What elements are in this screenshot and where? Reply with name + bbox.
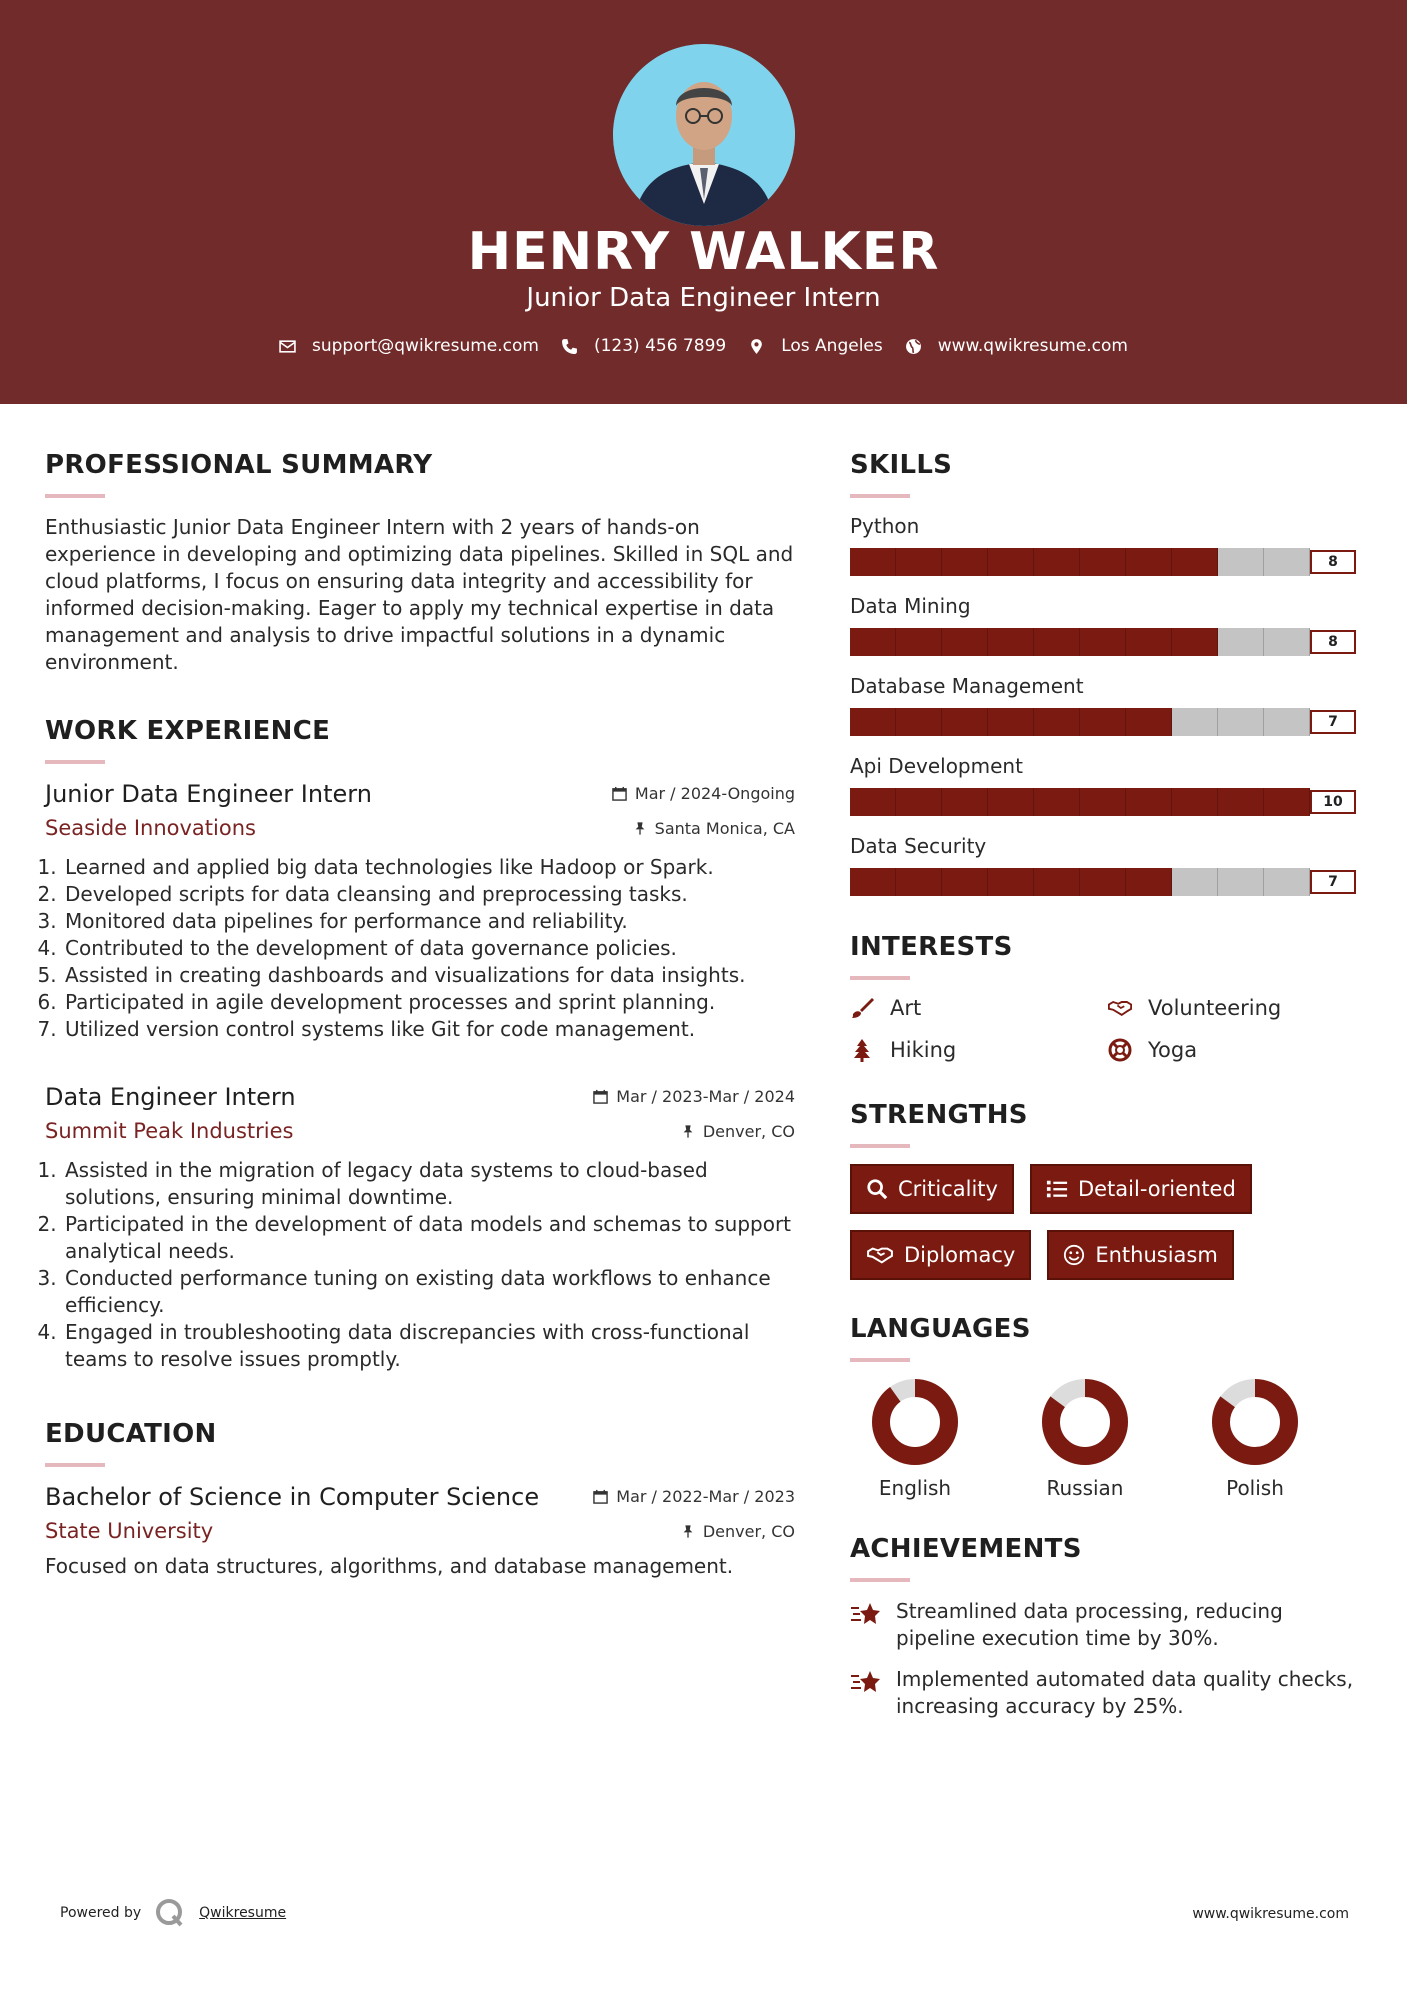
summary-text: Enthusiastic Junior Data Engineer Intern with 2 years of hands-on experience in developing and optimizing data pipelines. Skilled in SQL and cloud platforms, I focus on ensuring data integrity and accessibility for informed decision-making. Eager to apply my technical expertise in data management and analysis to drive impactful solutions in a dynamic environment. [45, 515, 794, 674]
list-item: 6. Participated in agile development processes and sprint planning. [63, 989, 795, 1016]
language-name: Russian [1046, 1476, 1124, 1500]
skill-name: Data Mining [850, 594, 971, 618]
section-title: ACHIEVEMENTS [850, 1534, 1082, 1564]
skill-bar-segment [1218, 788, 1264, 816]
interest-item [850, 1038, 1108, 1062]
skill-bar-segment [1080, 548, 1126, 576]
shooting-star-icon [850, 1668, 882, 1696]
shooting-star-icon [850, 1600, 882, 1628]
list-item: 3. Monitored data pipelines for performance and reliability. [63, 908, 795, 935]
strengths-section [850, 1100, 1365, 1280]
interest-label: Volunteering [1148, 996, 1282, 1020]
job-date-text: Mar / 2024-Ongoing [634, 784, 795, 803]
skill-name: Python [850, 514, 920, 538]
strength-label: Enthusiasm [1095, 1243, 1218, 1267]
skill-bar-segment [988, 868, 1034, 896]
skill-bar-segment [1264, 548, 1310, 576]
footer-powered-by [60, 1898, 286, 1928]
skill-name: Database Management [850, 674, 1084, 698]
skill-bar-segment [1264, 868, 1310, 896]
skill-bar-segment [1034, 708, 1080, 736]
language-item [1200, 1378, 1310, 1500]
interest-label: Yoga [1148, 1038, 1198, 1062]
skill-bar-segment [1172, 548, 1218, 576]
language-name: English [878, 1476, 952, 1500]
profile-photo [613, 44, 795, 226]
skill-bar-segment [942, 708, 988, 736]
list-item: 4. Engaged in troubleshooting data discrepancies with cross-functional teams to resolve issues promptly. [63, 1319, 795, 1373]
strength-chip [1030, 1164, 1252, 1214]
skill-bar [850, 548, 1310, 576]
languages-section [850, 1314, 1365, 1500]
degree-title: Bachelor of Science in Computer Science [45, 1483, 540, 1511]
skill-bar-segment [850, 788, 896, 816]
section-title: STRENGTHS [850, 1100, 1028, 1130]
skills-section [850, 450, 1365, 896]
list-item: 1. Learned and applied big data technologies like Hadoop or Spark. [63, 854, 795, 881]
skill-bar-segment [1034, 788, 1080, 816]
language-level-donut [1211, 1378, 1299, 1466]
section-divider [45, 494, 105, 498]
handshake-icon [866, 1244, 894, 1266]
section-divider [850, 1578, 910, 1582]
map-pin-icon [748, 338, 765, 355]
pushpin-icon [633, 821, 647, 836]
skill-item [850, 674, 1365, 736]
job-company: Seaside Innovations [45, 816, 256, 840]
paintbrush-icon [850, 996, 874, 1020]
language-level-donut [871, 1378, 959, 1466]
skill-bar-segment [1034, 628, 1080, 656]
achievement-text: Implemented automated data quality checks, increasing accuracy by 25%. [896, 1667, 1354, 1718]
contact-website[interactable] [905, 336, 1128, 356]
job-entry [45, 780, 795, 1043]
school-name: State University [45, 1519, 214, 1543]
skill-bar-segment [896, 708, 942, 736]
section-divider [850, 1144, 910, 1148]
skill-bar-segment [1080, 628, 1126, 656]
section-title: SKILLS [850, 450, 953, 480]
skill-bar-segment [1080, 788, 1126, 816]
skill-bar-segment [942, 628, 988, 656]
qwikresume-logo-icon [155, 1898, 185, 1928]
smile-icon [1063, 1244, 1085, 1266]
skill-score: 7 [1310, 870, 1356, 894]
pushpin-icon [681, 1124, 695, 1139]
globe-icon [905, 338, 922, 355]
list-item: 3. Conducted performance tuning on existing data workflows to enhance efficiency. [63, 1265, 795, 1319]
skill-bar [850, 708, 1310, 736]
skill-bar-segment [1126, 788, 1172, 816]
achievement-text: Streamlined data processing, reducing pipeline execution time by 30%. [896, 1599, 1283, 1650]
skill-bar-segment [1218, 708, 1264, 736]
section-title: WORK EXPERIENCE [45, 716, 331, 746]
skill-bar-segment [1172, 868, 1218, 896]
section-divider [850, 976, 910, 980]
skill-bar-segment [1264, 628, 1310, 656]
skill-bar-segment [896, 628, 942, 656]
job-location-text: Denver, CO [702, 1121, 795, 1141]
skill-bar [850, 868, 1310, 896]
achievement-item [850, 1598, 1365, 1652]
job-date-text: Mar / 2023-Mar / 2024 [616, 1087, 795, 1106]
skill-bar-segment [1172, 628, 1218, 656]
lifebuoy-icon [1108, 1038, 1132, 1062]
skill-bar-segment [1264, 708, 1310, 736]
phone-text: (123) 456 7899 [593, 336, 727, 356]
skill-bar-segment [1218, 868, 1264, 896]
candidate-name: HENRY WALKER [467, 222, 940, 282]
education-description: Focused on data structures, algorithms, and database management. [45, 1554, 734, 1578]
skill-bar-segment [1264, 788, 1310, 816]
skill-bar-segment [1080, 708, 1126, 736]
language-name: Polish [1226, 1476, 1284, 1500]
skill-score: 10 [1310, 790, 1356, 814]
skill-score: 8 [1310, 630, 1356, 654]
strength-label: Detail-oriented [1077, 1177, 1236, 1201]
list-item: 2. Participated in the development of data models and schemas to support analytical needs. [63, 1211, 795, 1265]
list-icon [1046, 1178, 1068, 1200]
pushpin-icon [681, 1524, 695, 1539]
list-item: 2. Developed scripts for data cleansing and preprocessing tasks. [63, 881, 795, 908]
job-responsibilities [45, 1157, 795, 1373]
section-title: LANGUAGES [850, 1314, 1031, 1344]
skill-bar-segment [1034, 548, 1080, 576]
skill-name: Api Development [850, 754, 1023, 778]
job-location [633, 819, 795, 838]
skills-list [850, 514, 1365, 896]
skill-bar-segment [1172, 788, 1218, 816]
interest-label: Hiking [890, 1038, 957, 1062]
section-title: EDUCATION [45, 1419, 217, 1449]
education-section [45, 1419, 795, 1580]
job-location-text: Santa Monica, CA [654, 818, 795, 838]
skill-bar-segment [896, 548, 942, 576]
experience-section [45, 716, 795, 1373]
location-text: Los Angeles [781, 336, 883, 356]
education-date [593, 1487, 795, 1506]
tree-icon [850, 1038, 874, 1062]
strength-chip [1047, 1230, 1233, 1280]
job-title: Data Engineer Intern [45, 1083, 296, 1111]
skill-bar-segment [1172, 708, 1218, 736]
calendar-icon [593, 1089, 608, 1104]
skill-bar-segment [1080, 868, 1126, 896]
skill-bar-segment [1218, 628, 1264, 656]
list-item: 7. Utilized version control systems like Git for code management. [63, 1016, 795, 1043]
job-location [681, 1122, 795, 1141]
section-divider [45, 1463, 105, 1467]
candidate-role: Junior Data Engineer Intern [526, 283, 881, 313]
contact-email[interactable] [279, 336, 539, 356]
section-divider [45, 760, 105, 764]
skill-bar-segment [1218, 548, 1264, 576]
skill-bar-segment [850, 708, 896, 736]
interests-section [850, 932, 1365, 1062]
skill-name: Data Security [850, 834, 987, 858]
strength-label: Criticality [898, 1177, 998, 1201]
left-column [45, 450, 795, 1580]
calendar-icon [593, 1489, 608, 1504]
skill-bar-segment [988, 628, 1034, 656]
job-company: Summit Peak Industries [45, 1119, 294, 1143]
summary-section [45, 450, 795, 676]
achievement-item [850, 1666, 1365, 1720]
education-location-text: Denver, CO [702, 1521, 795, 1541]
skill-bar-segment [988, 548, 1034, 576]
skill-bar-segment [942, 788, 988, 816]
section-title: PROFESSIONAL SUMMARY [45, 450, 433, 480]
skill-bar-segment [896, 868, 942, 896]
strength-chip [850, 1164, 1014, 1214]
language-item [1030, 1378, 1140, 1500]
handshake-icon [1108, 996, 1132, 1020]
list-item: 1. Assisted in the migration of legacy data systems to cloud-based solutions, ensuring minimal downtime. [63, 1157, 795, 1211]
phone-icon [561, 338, 578, 355]
education-date-text: Mar / 2022-Mar / 2023 [616, 1487, 795, 1506]
job-date [593, 1087, 795, 1106]
skill-item [850, 834, 1365, 896]
right-column [850, 450, 1365, 1734]
search-icon [866, 1178, 888, 1200]
envelope-icon [279, 338, 296, 355]
website-text: www.qwikresume.com [937, 336, 1128, 356]
skill-bar-segment [942, 548, 988, 576]
skill-item [850, 514, 1365, 576]
interest-label: Art [890, 996, 922, 1020]
interest-item [850, 996, 1108, 1020]
donut-fill [881, 1388, 949, 1456]
skill-item [850, 594, 1365, 656]
skill-bar-segment [1126, 628, 1172, 656]
skill-bar-segment [942, 868, 988, 896]
skill-bar-segment [1126, 868, 1172, 896]
education-location [681, 1522, 795, 1541]
job-responsibilities [45, 854, 795, 1043]
section-divider [850, 494, 910, 498]
skill-bar-segment [988, 788, 1034, 816]
skill-bar [850, 628, 1310, 656]
email-text: support@qwikresume.com [312, 336, 539, 356]
contact-bar [0, 336, 1407, 356]
contact-location [748, 336, 883, 356]
skill-bar-segment [850, 868, 896, 896]
skill-bar-segment [850, 548, 896, 576]
skill-bar-segment [896, 788, 942, 816]
contact-phone[interactable] [561, 336, 726, 356]
job-date [612, 784, 795, 803]
list-item: 5. Assisted in creating dashboards and visualizations for data insights. [63, 962, 795, 989]
list-item: 4. Contributed to the development of data governance policies. [63, 935, 795, 962]
language-item [860, 1378, 970, 1500]
powered-label: Powered by [60, 1905, 142, 1921]
resume-header [0, 0, 1407, 404]
footer-website[interactable]: www.qwikresume.com [1192, 1906, 1349, 1922]
skill-bar-segment [1126, 548, 1172, 576]
job-entry [45, 1083, 795, 1373]
skill-bar-segment [1126, 708, 1172, 736]
skill-score: 7 [1310, 710, 1356, 734]
section-title: INTERESTS [850, 932, 1013, 962]
skill-item [850, 754, 1365, 816]
calendar-icon [612, 786, 627, 801]
achievements-section [850, 1534, 1365, 1720]
language-level-donut [1041, 1378, 1129, 1466]
skill-bar-segment [1034, 868, 1080, 896]
skill-bar [850, 788, 1310, 816]
interest-item [1108, 1038, 1366, 1062]
strength-label: Diplomacy [904, 1243, 1016, 1267]
interest-item [1108, 996, 1366, 1020]
strength-chip [850, 1230, 1031, 1280]
skill-bar-segment [850, 628, 896, 656]
skill-bar-segment [988, 708, 1034, 736]
job-title: Junior Data Engineer Intern [45, 780, 372, 808]
section-divider [850, 1358, 910, 1362]
skill-score: 8 [1310, 550, 1356, 574]
brand-link[interactable]: Qwikresume [199, 1905, 287, 1921]
